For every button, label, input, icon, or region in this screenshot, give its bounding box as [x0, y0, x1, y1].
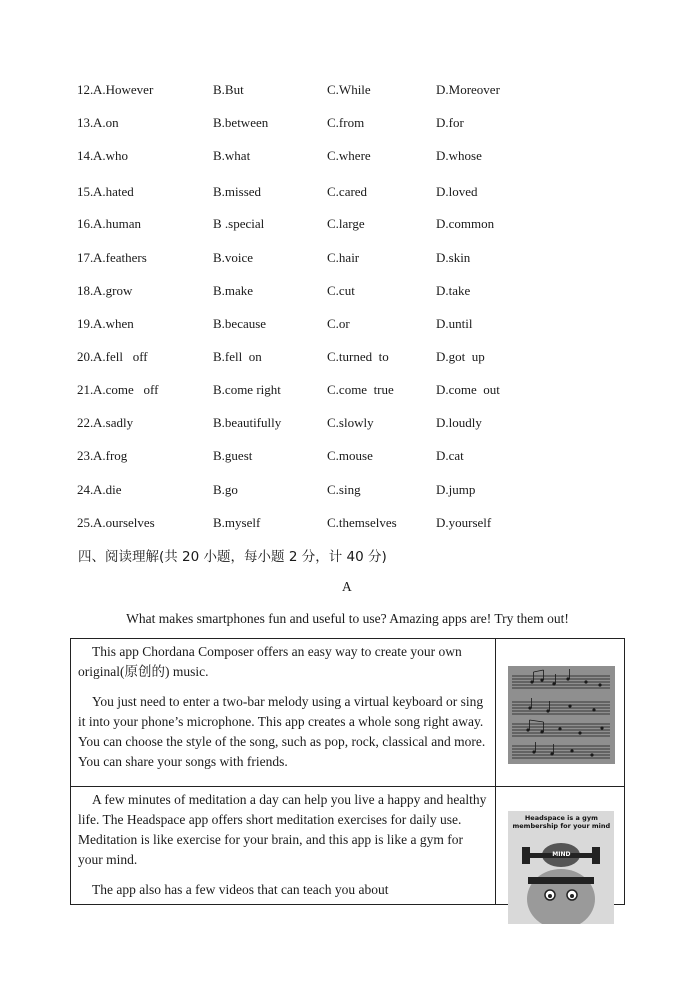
option-a: A.die [93, 482, 122, 497]
option-b: B.between [213, 115, 269, 130]
option-b: B.beautifully [213, 415, 282, 430]
brain-gym-image [508, 811, 614, 924]
option-b: B.myself [213, 515, 261, 530]
option-c: C.slowly [327, 415, 374, 430]
option-a: A.who [93, 148, 129, 163]
app-paragraph: A few minutes of meditation a day can help you live a happy and healthy life. The Headspace app offers short meditation exercises for daily use. Meditation is like exercise for your brain, and this app is like a gym for your mind. [78, 792, 487, 867]
question-number: 13. [77, 115, 94, 130]
option-c: C.from [327, 115, 365, 130]
option-c: C.themselves [327, 515, 397, 530]
option-b: B.what [213, 148, 251, 163]
option-c: C.large [327, 216, 365, 231]
question-number: 15. [77, 184, 94, 199]
option-c: C.or [327, 316, 350, 331]
app-row-headspace [71, 787, 625, 905]
option-c: C.While [327, 82, 371, 97]
question-number: 23. [77, 448, 94, 463]
option-a: A.feathers [93, 250, 147, 265]
option-d: D.whose [436, 148, 482, 163]
section-heading: 四、阅读理解(共 20 小题，每小题 2 分，计 40 分) [78, 549, 387, 565]
option-b: B.voice [213, 250, 254, 265]
option-d: D.jump [436, 482, 476, 497]
question-number: 22. [77, 415, 94, 430]
music-sheet-image [508, 666, 615, 764]
option-d: D.got up [436, 349, 485, 364]
option-d: D.take [436, 283, 471, 298]
option-b: B.guest [213, 448, 253, 463]
question-number: 17. [77, 250, 94, 265]
option-c: C.cut [327, 283, 355, 298]
option-d: D.common [436, 216, 495, 231]
app-text-cell [71, 787, 496, 905]
option-a: A.hated [93, 184, 134, 199]
app-image-cell [496, 639, 625, 787]
option-c: C.turned to [327, 349, 389, 364]
option-b: B.But [213, 82, 244, 97]
option-d: D.until [436, 316, 473, 331]
option-d: D.loved [436, 184, 478, 199]
app-paragraph: You just need to enter a two-bar melody using a virtual keyboard or sing it into your phone’s microphone. This app creates a whole song right away. You can choose the style of the song, such as pop, rock, classical and more. You can share your songs with friends. [78, 694, 486, 769]
option-a: A.grow [93, 283, 133, 298]
option-a: A.ourselves [93, 515, 155, 530]
option-d: D.Moreover [436, 82, 500, 97]
option-b: B.make [213, 283, 254, 298]
option-d: D.for [436, 115, 464, 130]
image-label: MIND [552, 851, 571, 858]
passage-intro: What makes smartphones fun and useful to use? Amazing apps are! Try them out! [126, 611, 569, 626]
option-c: C.sing [327, 482, 361, 497]
app-paragraph: The app also has a few videos that can teach you about [92, 882, 389, 897]
option-a: A.frog [93, 448, 128, 463]
app-text-cell [71, 639, 496, 787]
option-b: B.come right [213, 382, 281, 397]
option-b: B.because [213, 316, 267, 331]
option-a: A.on [93, 115, 119, 130]
question-number: 20. [77, 349, 94, 364]
question-number: 14. [77, 148, 94, 163]
option-c: C.hair [327, 250, 360, 265]
passage-letter: A [342, 579, 352, 594]
image-caption: Headspace is a gym membership for your mind [512, 814, 611, 830]
option-b: B .special [213, 216, 265, 231]
option-a: A.human [93, 216, 142, 231]
option-b: B.go [213, 482, 238, 497]
option-c: C.come true [327, 382, 394, 397]
option-a: A.sadly [93, 415, 134, 430]
option-b: B.fell on [213, 349, 262, 364]
option-d: D.loudly [436, 415, 482, 430]
option-c: C.cared [327, 184, 368, 199]
app-paragraph: This app Chordana Composer offers an easy way to create your own original(原创的) music. [78, 644, 462, 679]
question-number: 19. [77, 316, 94, 331]
question-number: 16. [77, 216, 94, 231]
app-row-chordana [71, 639, 625, 787]
option-d: D.yourself [436, 515, 492, 530]
option-a: A.when [93, 316, 134, 331]
option-b: B.missed [213, 184, 262, 199]
question-number: 25. [77, 515, 94, 530]
option-a: A.come off [93, 382, 159, 397]
option-d: D.skin [436, 250, 471, 265]
option-d: D.cat [436, 448, 464, 463]
option-c: C.mouse [327, 448, 373, 463]
option-a: A.However [93, 82, 154, 97]
app-image-cell [496, 787, 625, 905]
option-d: D.come out [436, 382, 500, 397]
option-c: C.where [327, 148, 371, 163]
question-number: 24. [77, 482, 94, 497]
apps-table [70, 638, 625, 905]
question-number: 21. [77, 382, 94, 397]
question-number: 12. [77, 82, 94, 97]
option-a: A.fell off [93, 349, 148, 364]
question-number: 18. [77, 283, 94, 298]
